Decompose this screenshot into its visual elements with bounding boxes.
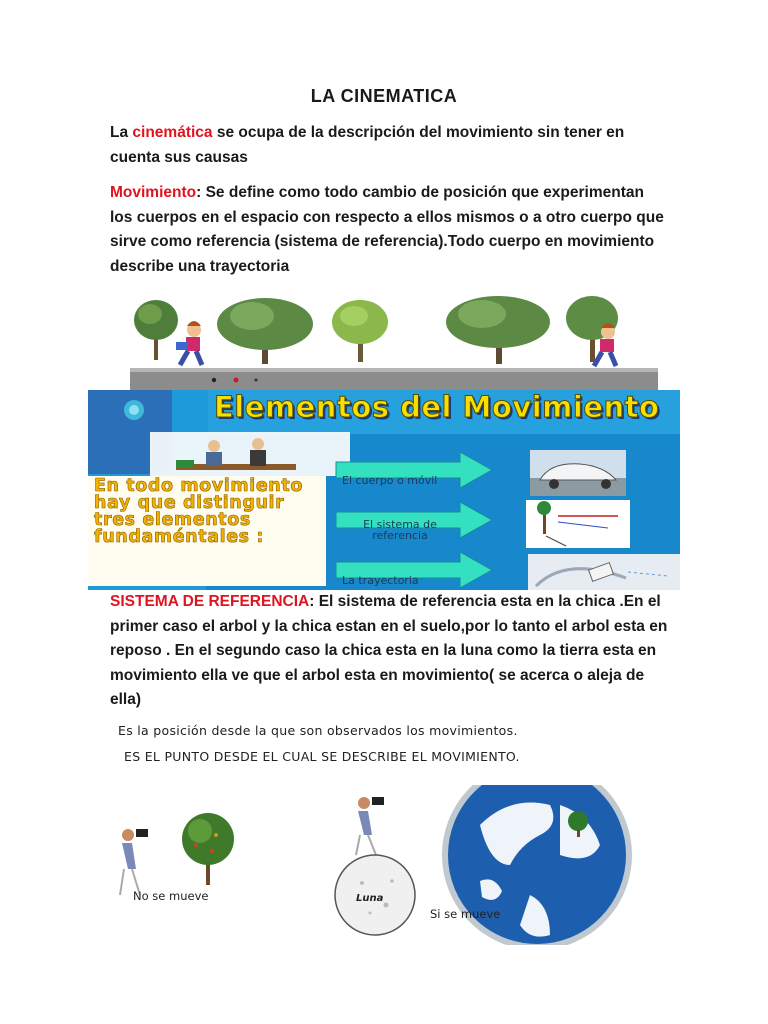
arrow-sistema-label: El sistema de referencia — [363, 518, 437, 542]
trees-illustration — [130, 292, 658, 390]
elements-panel — [88, 390, 680, 590]
earth-globe — [445, 785, 629, 945]
arrow-cuerpo-label: El cuerpo o móvil — [342, 473, 438, 487]
note-line-2: ES EL PUNTO DESDE EL CUAL SE DESCRIBE EL MOVIMIENTO. — [124, 749, 520, 764]
movement-rest: : Se define como todo cambio de posición que experimentan los cuerpos en el espacio con respecto a ellos mismos o a otro cuerpo que sirve como referencia (sistema de referencia).Todo cuerpo en movimiento describe una trayectoria — [110, 184, 664, 275]
intro-pre: La — [110, 124, 133, 141]
term-cinematica: cinemática — [132, 124, 213, 141]
arrow-trayectoria — [336, 562, 494, 590]
car-picture — [530, 450, 626, 496]
panel-title: Elementos del Movimiento — [214, 390, 660, 424]
caption-si-se-mueve: Si se mueve — [430, 907, 501, 921]
caption-luna: Luna — [356, 893, 384, 904]
reference-paragraph — [110, 590, 670, 713]
page-title: LA CINEMATICA — [310, 86, 458, 106]
reference-diagram — [526, 500, 630, 548]
intro-rest: se ocupa de la descripción del movimiento sin tener en cuenta sus causas — [110, 124, 625, 166]
term-sistema-referencia: SISTEMA DE REFERENCIA — [110, 593, 310, 610]
reference-rest: : El sistema de referencia esta en la chica .En el primer caso el arbol y la chica estan en el suelo,por lo tanto el arbol esta en reposo . En el segundo caso la chica esta en la luna como la tierra esta en movimiento ella ve que el arbol esta en movimiento( se acerca o aleja de ella) — [110, 593, 668, 708]
panel-box-text: En todo movimiento hay que distinguir tres elementos fundaméntales : — [94, 476, 303, 547]
caption-no-se-mueve: No se mueve — [133, 889, 209, 903]
photographer-moon — [356, 797, 384, 855]
movement-paragraph — [110, 181, 670, 279]
photographer-left — [120, 829, 148, 895]
term-movimiento: Movimiento — [110, 184, 197, 201]
arrow-cuerpo — [336, 462, 494, 498]
intro-paragraph — [110, 121, 670, 170]
arrow-sistema — [336, 512, 456, 548]
tree-bush — [182, 813, 234, 885]
arrow-trayectoria-label: La trayectoria — [342, 573, 419, 587]
reference-illustration — [100, 785, 660, 945]
note-line-1: Es la posición desde la que son observados los movimientos. — [118, 723, 518, 738]
trajectory-picture — [528, 554, 680, 590]
